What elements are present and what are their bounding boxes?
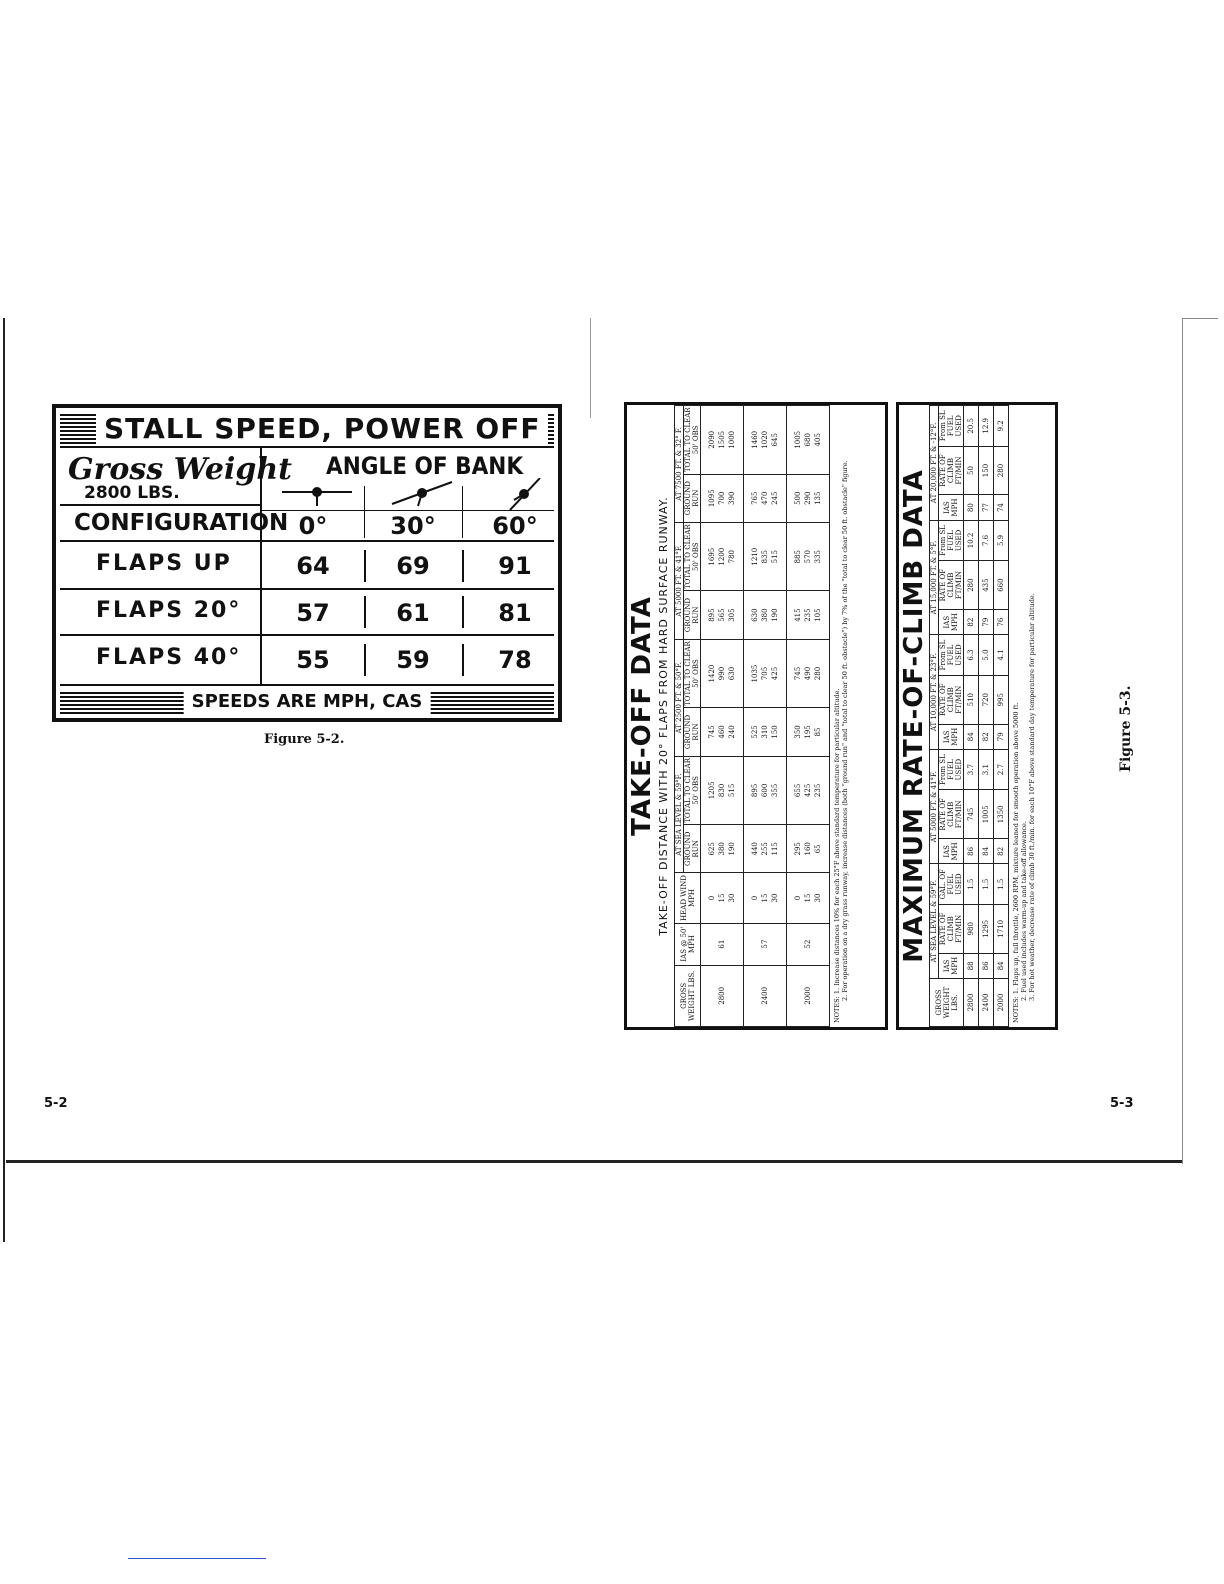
stall-flaps-up-0: 64 bbox=[296, 552, 330, 580]
gross-weight-value: 2800 LBS. bbox=[84, 483, 180, 503]
climb-title: MAXIMUM RATE-OF-CLIMB DATA bbox=[899, 469, 929, 963]
value-cell: 510 bbox=[964, 675, 979, 724]
bank-angle-airplane-icons bbox=[262, 478, 558, 514]
value-cell: 82 bbox=[994, 839, 1009, 864]
header-alt-3: AT 7500 FT. & 32° F. bbox=[675, 406, 684, 523]
value-cell: 2.7 bbox=[994, 749, 1009, 789]
value-cell: 10.2 bbox=[964, 520, 979, 560]
value-cell: 86 bbox=[964, 839, 979, 864]
value-cell: 885 570 335 bbox=[787, 522, 830, 590]
header-ground-run: GROUND RUN bbox=[684, 591, 701, 639]
value-cell: 1210 835 515 bbox=[744, 522, 787, 590]
header-rate: RATE OF CLIMB FT/MIN bbox=[939, 675, 964, 724]
value-cell: 1005 bbox=[979, 790, 994, 839]
stall-title: STALL SPEED, POWER OFF bbox=[96, 412, 548, 444]
header-ias: IAS MPH bbox=[939, 495, 964, 520]
value-cell: 1.5 bbox=[979, 864, 994, 904]
notes-label: NOTES: bbox=[833, 996, 841, 1023]
header-climb-alt-2: AT 10,000 FT. & 23°F. bbox=[930, 635, 939, 750]
value-cell: 3.1 bbox=[979, 749, 994, 789]
takeoff-note-2: 2. For operation on a dry grass runway, increase distances (both "ground run" and "total to clear 50 ft. obstacle") by 7% of the "total to clear 50 ft. obstacle" figure. bbox=[841, 460, 849, 1001]
weight-cell: 2400 bbox=[979, 978, 994, 1026]
ias-cell: 52 bbox=[787, 923, 830, 965]
value-cell: 1295 bbox=[979, 904, 994, 953]
header-from-sl: From SL FUEL USED bbox=[939, 520, 964, 560]
value-cell: 3.7 bbox=[964, 749, 979, 789]
value-cell: 50 bbox=[964, 446, 979, 495]
value-cell: 6.3 bbox=[964, 635, 979, 675]
header-total: TOTAL TO CLEAR 50' OBS bbox=[684, 758, 700, 823]
header-alt-1: AT 2500 FT. & 50°F. bbox=[675, 639, 684, 756]
notes-label: NOTES: bbox=[1012, 996, 1020, 1023]
climb-data-panel bbox=[896, 402, 1058, 1030]
stall-title-bar bbox=[60, 412, 554, 444]
value-cell: 440 255 115 bbox=[744, 825, 787, 873]
header-ias: IAS MPH bbox=[939, 953, 964, 978]
value-cell: 995 bbox=[994, 675, 1009, 724]
stall-footer: SPEEDS ARE MPH, CAS bbox=[184, 690, 431, 714]
row-flaps-40: FLAPS 40° bbox=[96, 645, 242, 670]
header-alt-2: AT 5000 FT. & 41°F. bbox=[675, 522, 684, 639]
value-cell: 630 380 190 bbox=[744, 591, 787, 639]
stall-flaps-40-60: 78 bbox=[498, 646, 532, 674]
left-page-edge bbox=[3, 318, 5, 1242]
stall-footer-bar bbox=[60, 690, 554, 714]
wind-cell: 0 15 30 bbox=[744, 873, 787, 923]
takeoff-table bbox=[674, 405, 830, 1027]
angle-60: 60° bbox=[492, 512, 538, 540]
value-cell: 745 460 240 bbox=[701, 708, 744, 756]
header-climb-alt-1: AT 5000 FT. & 41°F. bbox=[930, 749, 939, 864]
header-rate: RATE OF CLIMB FT/MIN bbox=[939, 790, 964, 839]
stall-flaps-40-0: 55 bbox=[296, 646, 330, 674]
value-cell: 1.5 bbox=[994, 864, 1009, 904]
weight-cell: 2000 bbox=[994, 978, 1009, 1026]
page-number-left: 5-2 bbox=[44, 1096, 68, 1111]
ias-cell: 57 bbox=[744, 923, 787, 965]
figure-5-3-caption: Figure 5-3. bbox=[1118, 685, 1134, 772]
weight-cell: 2800 bbox=[964, 978, 979, 1026]
header-from-sl: From SL FUEL USED bbox=[939, 749, 964, 789]
header-rate: RATE OF CLIMB FT/MIN bbox=[939, 561, 964, 610]
value-cell: 88 bbox=[964, 953, 979, 978]
takeoff-data-panel bbox=[624, 402, 888, 1030]
value-cell: 745 490 280 bbox=[787, 639, 830, 707]
climb-notes bbox=[1009, 405, 1039, 1027]
value-cell: 150 bbox=[979, 446, 994, 495]
angle-30: 30° bbox=[390, 512, 436, 540]
table-row bbox=[964, 406, 979, 1027]
value-cell: 20.5 bbox=[964, 406, 979, 447]
value-cell: 1350 bbox=[994, 790, 1009, 839]
value-cell: 4.1 bbox=[994, 635, 1009, 675]
value-cell: 895 565 305 bbox=[701, 591, 744, 639]
header-rate: RATE OF CLIMB FT/MIN bbox=[939, 446, 964, 495]
value-cell: 435 bbox=[979, 561, 994, 610]
header-climb-alt-0: AT SEA LEVEL & 59°F. bbox=[930, 864, 939, 978]
gutter-line bbox=[590, 318, 591, 418]
stall-speed-placard bbox=[52, 404, 562, 722]
value-cell: 79 bbox=[979, 610, 994, 635]
header-climb-alt-4: AT 20,000 FT. & -12°F. bbox=[930, 406, 939, 521]
gross-weight-label: Gross Weight bbox=[68, 452, 293, 487]
value-cell: 2090 1505 1000 bbox=[701, 406, 744, 475]
right-page-corner bbox=[1182, 318, 1218, 319]
value-cell: 895 600 355 bbox=[744, 756, 787, 824]
value-cell: 79 bbox=[994, 724, 1009, 749]
header-total: TOTAL TO CLEAR 50' OBS bbox=[684, 641, 700, 706]
value-cell: 76 bbox=[994, 610, 1009, 635]
value-cell: 84 bbox=[994, 953, 1009, 978]
value-cell: 660 bbox=[994, 561, 1009, 610]
value-cell: 415 235 105 bbox=[787, 591, 830, 639]
climb-note-1: 1. Flaps up, full throttle, 2600 RPM, mixture leaned for smooth operation above 5000 ft. bbox=[1012, 702, 1020, 995]
link-underline bbox=[128, 1558, 266, 1559]
wind-cell: 0 15 30 bbox=[787, 873, 830, 923]
header-rate: RATE OF CLIMB FT/MIN bbox=[939, 904, 964, 953]
table-row bbox=[701, 406, 744, 1027]
value-cell: 655 425 235 bbox=[787, 756, 830, 824]
value-cell: 77 bbox=[979, 495, 994, 520]
table-row bbox=[744, 406, 787, 1027]
stall-flaps-20-0: 57 bbox=[296, 599, 330, 627]
header-alt-0: AT SEA LEVEL & 59°F. bbox=[675, 756, 684, 873]
takeoff-title: TAKE-OFF DATA bbox=[627, 596, 657, 836]
value-cell: 5.9 bbox=[994, 520, 1009, 560]
table-row bbox=[787, 406, 830, 1027]
value-cell: 1460 1020 645 bbox=[744, 406, 787, 475]
value-cell: 720 bbox=[979, 675, 994, 724]
stall-flaps-20-30: 61 bbox=[396, 599, 430, 627]
value-cell: 12.9 bbox=[979, 406, 994, 447]
value-cell: 1420 990 630 bbox=[701, 639, 744, 707]
header-total: TOTAL TO CLEAR 50' OBS bbox=[684, 407, 700, 473]
configuration-label: CONFIGURATION bbox=[74, 510, 289, 536]
row-flaps-up: FLAPS UP bbox=[96, 551, 232, 576]
value-cell: 74 bbox=[994, 495, 1009, 520]
weight-cell: 2400 bbox=[744, 965, 787, 1026]
header-ias: IAS MPH bbox=[939, 610, 964, 635]
climb-note-2: 2. Fuel used includes warm-up and take-off allowance. bbox=[1020, 821, 1028, 1001]
header-gross-weight: GROSS WEIGHT LBS. bbox=[675, 965, 701, 1026]
table-row bbox=[979, 406, 994, 1027]
header-ground-run: GROUND RUN bbox=[684, 708, 701, 756]
value-cell: 350 195 85 bbox=[787, 708, 830, 756]
value-cell: 82 bbox=[964, 610, 979, 635]
value-cell: 1005 680 405 bbox=[787, 406, 830, 475]
header-ias: IAS MPH bbox=[939, 724, 964, 749]
value-cell: 80 bbox=[964, 495, 979, 520]
value-cell: 5.0 bbox=[979, 635, 994, 675]
header-ias: IAS @ 50' MPH bbox=[675, 923, 701, 965]
value-cell: 280 bbox=[994, 446, 1009, 495]
weight-cell: 2800 bbox=[701, 965, 744, 1026]
stall-flaps-40-30: 59 bbox=[396, 646, 430, 674]
header-climb-alt-3: AT 15,000 FT. & 5°F. bbox=[930, 520, 939, 635]
climb-table bbox=[929, 405, 1009, 1027]
takeoff-notes bbox=[830, 405, 852, 1027]
value-cell: 82 bbox=[979, 724, 994, 749]
bottom-page-edge bbox=[6, 1160, 1182, 1163]
stall-flaps-up-60: 91 bbox=[498, 552, 532, 580]
angle-of-bank-label: ANGLE OF BANK bbox=[326, 452, 524, 480]
value-cell: 1710 bbox=[994, 904, 1009, 953]
stall-flaps-20-60: 81 bbox=[498, 599, 532, 627]
value-cell: 745 bbox=[964, 790, 979, 839]
header-ias: IAS MPH bbox=[939, 839, 964, 864]
right-page-edge bbox=[1182, 318, 1183, 1164]
table-row bbox=[994, 406, 1009, 1027]
takeoff-subtitle: TAKE-OFF DISTANCE WITH 20° FLAPS FROM HARD SURFACE RUNWAY. bbox=[657, 496, 670, 936]
value-cell: 980 bbox=[964, 904, 979, 953]
header-from-sl: From SL FUEL USED bbox=[939, 406, 964, 447]
value-cell: 1695 1200 780 bbox=[701, 522, 744, 590]
weight-cell: 2000 bbox=[787, 965, 830, 1026]
value-cell: 280 bbox=[964, 561, 979, 610]
value-cell: 84 bbox=[979, 839, 994, 864]
value-cell: 765 470 245 bbox=[744, 474, 787, 522]
wind-cell: 0 15 30 bbox=[701, 873, 744, 923]
value-cell: 525 310 150 bbox=[744, 708, 787, 756]
figure-5-2-caption: Figure 5-2. bbox=[264, 732, 345, 747]
row-flaps-20: FLAPS 20° bbox=[96, 598, 242, 623]
value-cell: 295 160 65 bbox=[787, 825, 830, 873]
value-cell: 1205 830 515 bbox=[701, 756, 744, 824]
climb-note-3: 3. For hot weather, decrease rate of climb 30 ft./min. for each 10°F above standard day temperature for particular altitude. bbox=[1028, 593, 1036, 1001]
value-cell: 9.2 bbox=[994, 406, 1009, 447]
header-ground-run: GROUND RUN bbox=[684, 825, 701, 873]
value-cell: 1035 705 425 bbox=[744, 639, 787, 707]
value-cell: 625 380 190 bbox=[701, 825, 744, 873]
header-gal: GAL. OF FUEL USED bbox=[939, 864, 964, 904]
header-wind: HEAD WIND MPH bbox=[675, 873, 701, 923]
ias-cell: 61 bbox=[701, 923, 744, 965]
value-cell: 1.5 bbox=[964, 864, 979, 904]
page-number-right: 5-3 bbox=[1110, 1096, 1134, 1111]
value-cell: 7.6 bbox=[979, 520, 994, 560]
value-cell: 1095 700 390 bbox=[701, 474, 744, 522]
stall-flaps-up-30: 69 bbox=[396, 552, 430, 580]
takeoff-note-1: 1. Increase distances 10% for each 25°F above standard temperature for particular altitude. bbox=[833, 688, 841, 995]
header-total: TOTAL TO CLEAR 50' OBS bbox=[684, 524, 700, 590]
header-from-sl: From SL FUEL USED bbox=[939, 635, 964, 675]
value-cell: 84 bbox=[964, 724, 979, 749]
angle-0: 0° bbox=[298, 512, 328, 540]
header-ground-run: GROUND RUN bbox=[684, 474, 701, 522]
header-gross-weight: GROSS WEIGHT LBS. bbox=[930, 978, 964, 1026]
value-cell: 500 290 135 bbox=[787, 474, 830, 522]
value-cell: 86 bbox=[979, 953, 994, 978]
